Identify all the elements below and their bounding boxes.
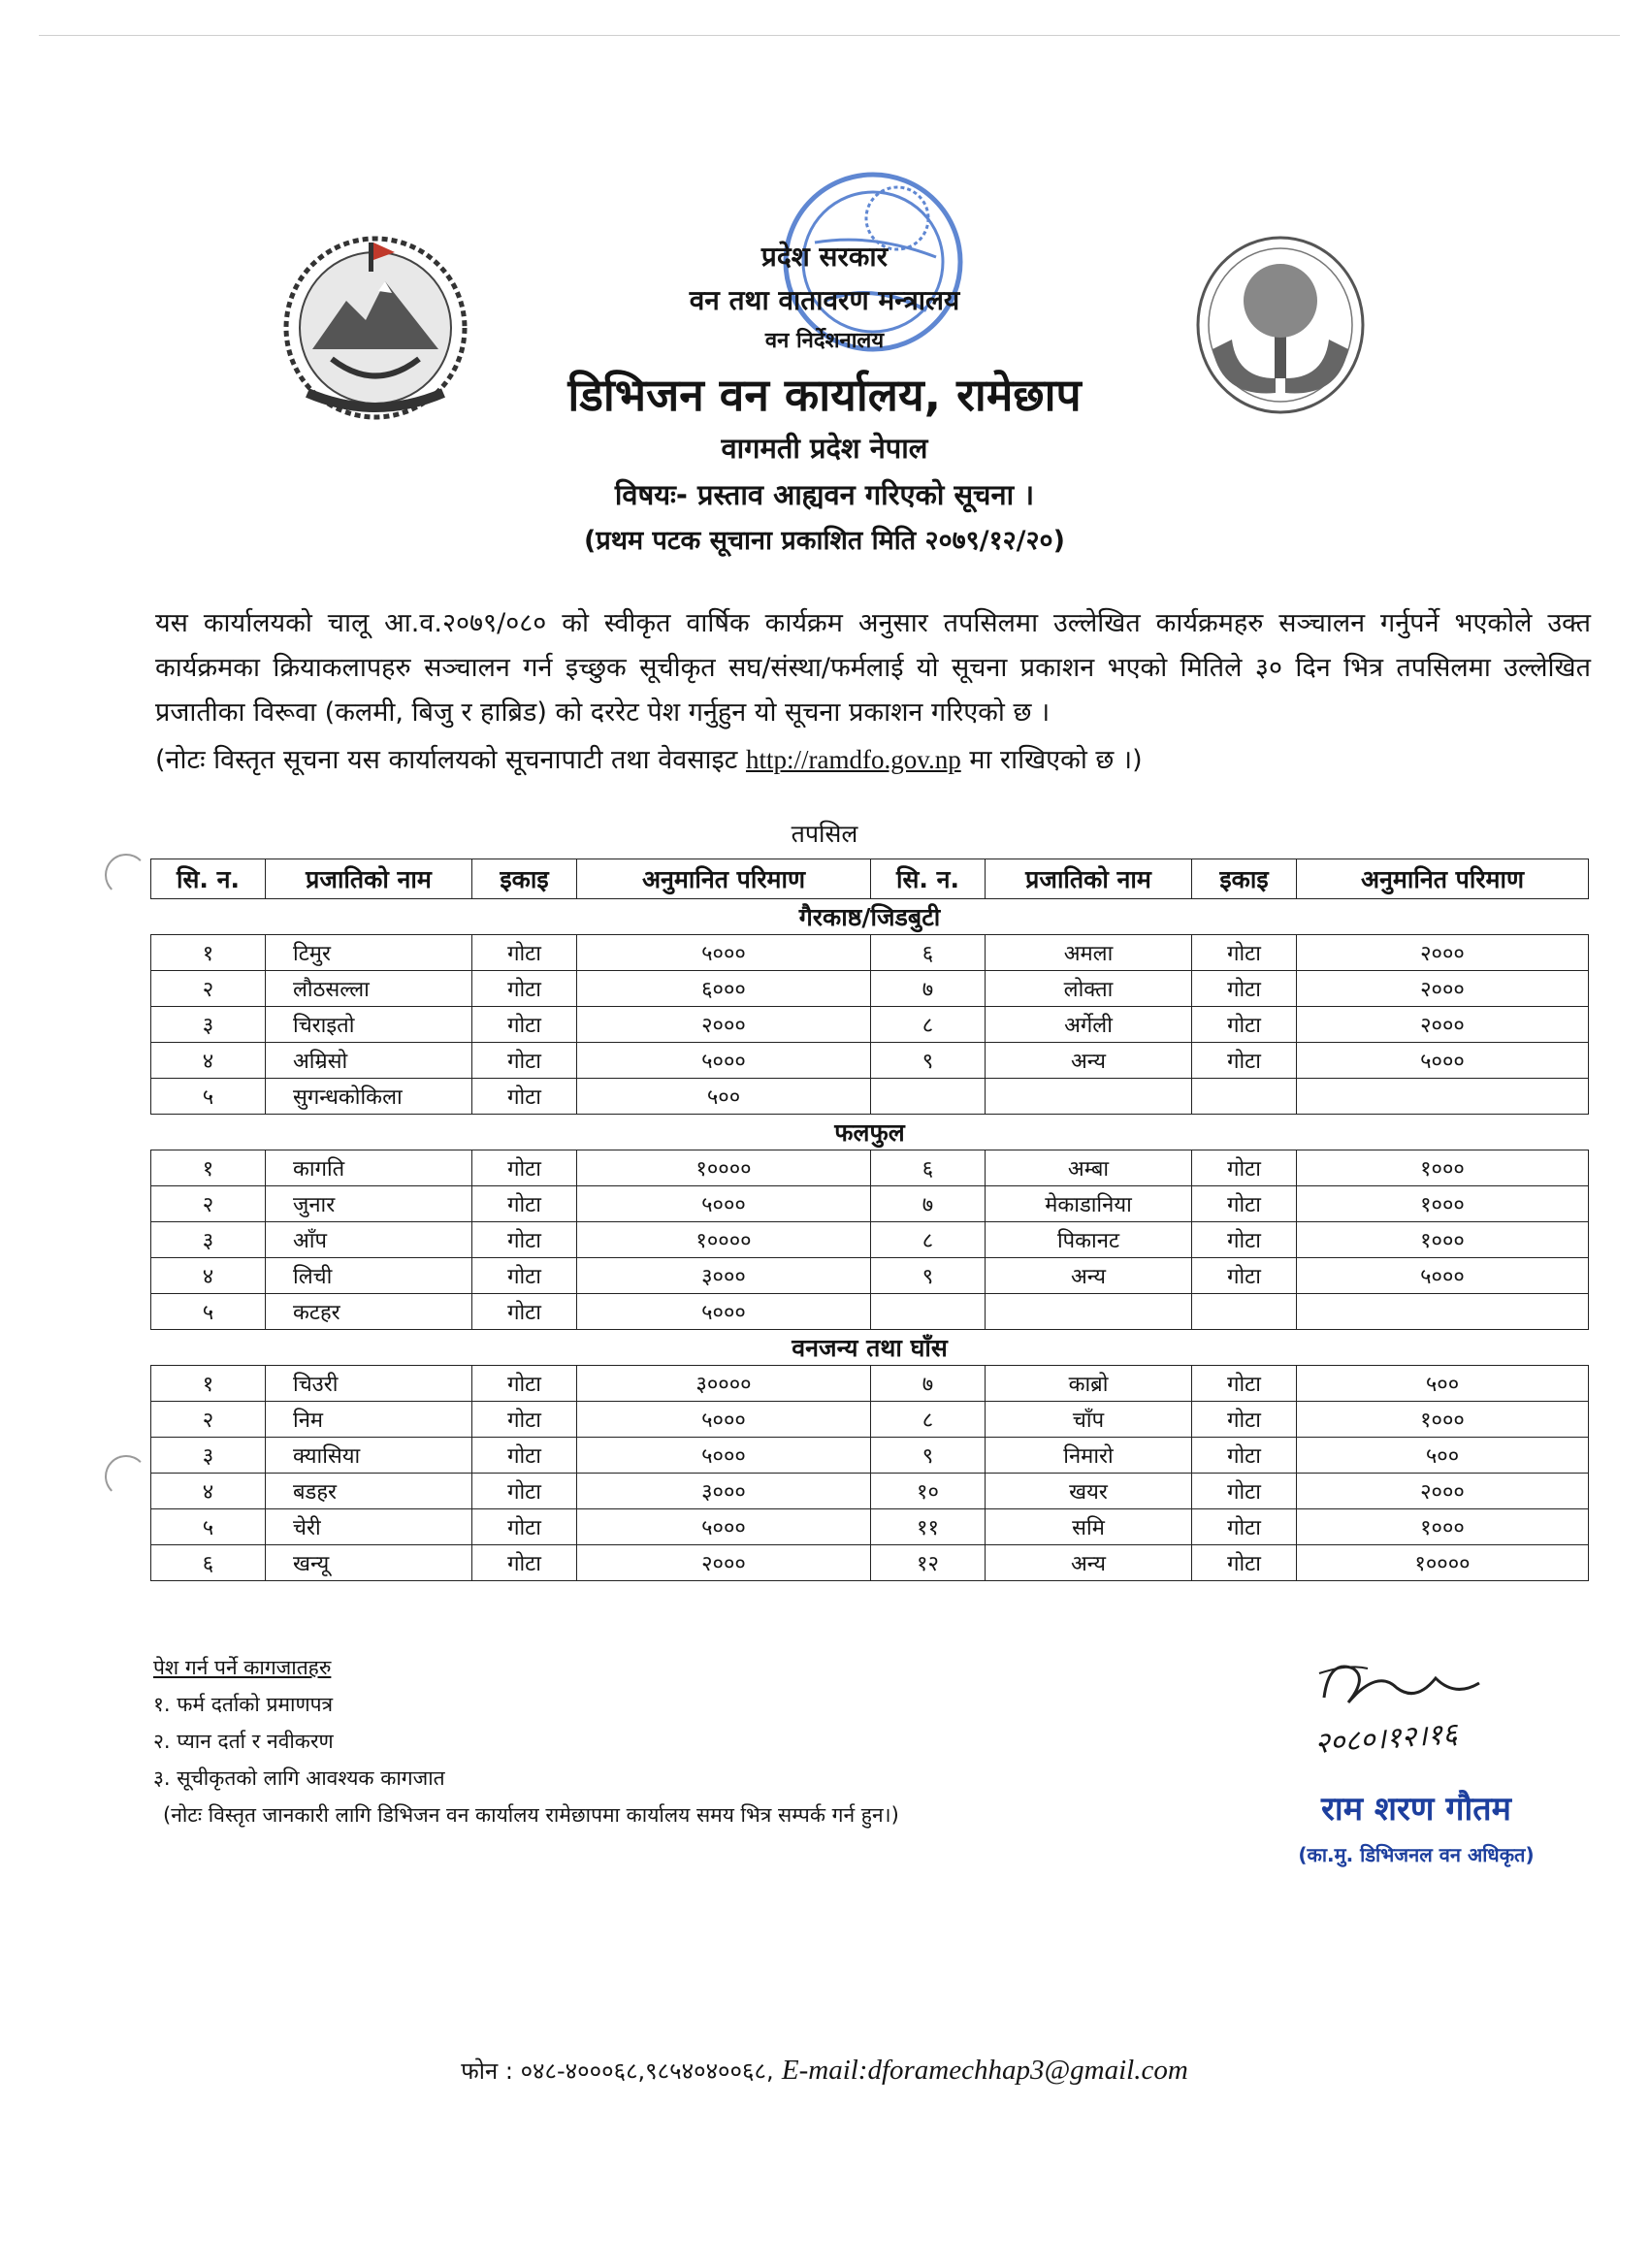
table-cell: ८	[871, 1222, 986, 1258]
table-cell: गोटा	[472, 1222, 577, 1258]
table-row	[151, 1222, 1589, 1258]
table-cell: १०००	[1297, 1186, 1589, 1222]
table-row	[151, 1366, 1589, 1402]
website-link[interactable]: http://ramdfo.gov.np	[745, 745, 961, 774]
table-row	[151, 1007, 1589, 1043]
section-title: वनजन्य तथा घाँस	[151, 1330, 1589, 1366]
table-cell: खयर	[986, 1474, 1192, 1509]
table-cell	[1192, 1294, 1297, 1330]
table-row	[151, 1545, 1589, 1581]
table-cell: गोटा	[472, 1043, 577, 1079]
table-cell: ७	[871, 971, 986, 1007]
table-cell: गोटा	[472, 1402, 577, 1438]
notice-note	[155, 737, 1591, 783]
table-cell: ८	[871, 1007, 986, 1043]
table-cell: गोटा	[472, 1258, 577, 1294]
publish-date-line: (प्रथम पटक सूचाना प्रकाशित मिति २०७९/१२/२०)	[584, 526, 1065, 556]
table-row	[151, 1509, 1589, 1545]
col-quantity: अनुमानित परिमाण	[577, 859, 871, 899]
table-cell: २०००	[1297, 971, 1589, 1007]
table-cell: ५००	[1297, 1366, 1589, 1402]
table-cell: गोटा	[472, 1079, 577, 1115]
table-cell: ८	[871, 1402, 986, 1438]
table-row	[151, 971, 1589, 1007]
table-cell: १२	[871, 1545, 986, 1581]
table-cell: २०००	[577, 1545, 871, 1581]
table-row	[151, 1294, 1589, 1330]
section-row	[151, 1115, 1589, 1150]
table-cell: ३०००	[577, 1258, 871, 1294]
table-cell: लिची	[266, 1258, 472, 1294]
table-cell	[1297, 1079, 1589, 1115]
documents-note: (नोटः विस्तृत जानकारी लागि डिभिजन वन कार्यालय रामेछापमा कार्यालय समय भित्र सम्पर्क गर्न हुन।)	[163, 1803, 899, 1827]
table-cell: ४	[151, 1474, 266, 1509]
table-cell: पिकानट	[986, 1222, 1192, 1258]
table-cell	[871, 1294, 986, 1330]
table-cell: ६	[151, 1545, 266, 1581]
section-row	[151, 899, 1589, 935]
section-title: फलफुल	[151, 1115, 1589, 1150]
table-cell: ११	[871, 1509, 986, 1545]
col-unit: इकाइ	[472, 859, 577, 899]
table-row	[151, 1438, 1589, 1474]
table-cell: अर्गेली	[986, 1007, 1192, 1043]
table-cell: गोटा	[472, 1150, 577, 1186]
table-header-row	[151, 859, 1589, 899]
table-cell	[986, 1079, 1192, 1115]
table-cell: अन्य	[986, 1258, 1192, 1294]
table-cell: मेकाडानिया	[986, 1186, 1192, 1222]
table-cell: ४	[151, 1258, 266, 1294]
table-cell: गोटा	[472, 1366, 577, 1402]
table-cell: निमारो	[986, 1438, 1192, 1474]
table-cell: ७	[871, 1366, 986, 1402]
table-cell: क्यासिया	[266, 1438, 472, 1474]
table-cell: काब्रो	[986, 1366, 1192, 1402]
documents-title: पेश गर्न पर्ने कागजातहरु	[153, 1656, 332, 1679]
table-cell: सुगन्धकोकिला	[266, 1079, 472, 1115]
document-item: १. फर्म दर्ताको प्रमाणपत्र	[153, 1693, 334, 1716]
signer-name: राम शरण गौतम	[1321, 1790, 1511, 1829]
table-row	[151, 935, 1589, 971]
table-cell: अम्रिसो	[266, 1043, 472, 1079]
table-cell: जुनार	[266, 1186, 472, 1222]
table-cell: ५०००	[577, 935, 871, 971]
table-cell: गोटा	[1192, 1438, 1297, 1474]
col-serial-2: सि. न.	[871, 859, 986, 899]
table-cell: कटहर	[266, 1294, 472, 1330]
col-unit-2: इकाइ	[1192, 859, 1297, 899]
table-cell: गोटा	[1192, 1222, 1297, 1258]
table-cell: चिउरी	[266, 1366, 472, 1402]
table-cell: ३००००	[577, 1366, 871, 1402]
table-row	[151, 1150, 1589, 1186]
table-cell: ९	[871, 1043, 986, 1079]
table-cell: ५०००	[577, 1043, 871, 1079]
table-cell: ५०००	[1297, 1258, 1589, 1294]
table-cell: १००००	[1297, 1545, 1589, 1581]
table-cell: गोटा	[1192, 1043, 1297, 1079]
col-quantity-2: अनुमानित परिमाण	[1297, 859, 1589, 899]
table-cell: समि	[986, 1509, 1192, 1545]
table-cell: ३०००	[577, 1474, 871, 1509]
table-cell: १०००	[1297, 1509, 1589, 1545]
table-cell: २०००	[1297, 1007, 1589, 1043]
table-cell: ३	[151, 1222, 266, 1258]
section-title: गैरकाष्ठ/जिडबुटी	[151, 899, 1589, 935]
table-cell: गोटा	[1192, 1402, 1297, 1438]
table-cell: ५०००	[577, 1186, 871, 1222]
col-species-2: प्रजातिको नाम	[986, 859, 1192, 899]
table-cell: ३	[151, 1438, 266, 1474]
table-cell: गोटा	[472, 1474, 577, 1509]
table-cell: गोटा	[1192, 1366, 1297, 1402]
table-cell: ७	[871, 1186, 986, 1222]
table-cell: आँप	[266, 1222, 472, 1258]
table-cell: लोक्ता	[986, 971, 1192, 1007]
document-item: २. प्यान दर्ता र नवीकरण	[153, 1730, 334, 1753]
table-cell: गोटा	[472, 971, 577, 1007]
table-cell: टिमुर	[266, 935, 472, 971]
table-cell: २	[151, 971, 266, 1007]
table-cell: २०००	[1297, 935, 1589, 971]
species-table	[150, 859, 1589, 1581]
table-cell: ६	[871, 1150, 986, 1186]
table-cell: २	[151, 1186, 266, 1222]
table-cell: चिराइतो	[266, 1007, 472, 1043]
table-cell: ६०००	[577, 971, 871, 1007]
table-cell: गोटा	[472, 935, 577, 971]
table-cell: गोटा	[472, 1294, 577, 1330]
table-cell: खन्यू	[266, 1545, 472, 1581]
table-cell: लौठसल्ला	[266, 971, 472, 1007]
table-cell: गोटा	[1192, 1150, 1297, 1186]
table-cell: ६	[871, 935, 986, 971]
table-cell: १०००	[1297, 1150, 1589, 1186]
table-cell: गोटा	[1192, 935, 1297, 971]
table-cell: निम	[266, 1402, 472, 1438]
table-cell: १०	[871, 1474, 986, 1509]
table-cell: गोटा	[472, 1545, 577, 1581]
footer-phone: फोन : ०४८-४०००६८,९८५४०४००६८,	[461, 2057, 774, 2085]
table-cell: ५	[151, 1079, 266, 1115]
table-row	[151, 1186, 1589, 1222]
table-cell: ५०००	[577, 1294, 871, 1330]
table-cell: गोटा	[1192, 1258, 1297, 1294]
table-cell: अमला	[986, 935, 1192, 971]
table-cell: ५०००	[577, 1402, 871, 1438]
header-government: प्रदेश सरकार	[760, 241, 889, 273]
table-cell: गोटा	[1192, 1186, 1297, 1222]
table-row	[151, 1258, 1589, 1294]
punch-hole-top	[105, 854, 147, 896]
table-cell: चाँप	[986, 1402, 1192, 1438]
table-cell: १०००	[1297, 1402, 1589, 1438]
table-cell	[1192, 1079, 1297, 1115]
table-cell: बडहर	[266, 1474, 472, 1509]
table-cell: २	[151, 1402, 266, 1438]
table-cell: गोटा	[472, 1007, 577, 1043]
signer-designation: (का.मु. डिभिजनल वन अधिकृत)	[1298, 1843, 1535, 1866]
footer-email[interactable]: E-mail:dforamechhap3@gmail.com	[781, 2055, 1188, 2086]
table-cell: ५	[151, 1509, 266, 1545]
table-row	[151, 1079, 1589, 1115]
table-cell: गोटा	[1192, 1474, 1297, 1509]
table-cell: अन्य	[986, 1545, 1192, 1581]
office-title: डिभिजन वन कार्यालय, रामेछाप	[567, 369, 1082, 421]
table-cell: ४	[151, 1043, 266, 1079]
table-cell: ५००	[577, 1079, 871, 1115]
table-cell: १००००	[577, 1222, 871, 1258]
table-cell: १०००	[1297, 1222, 1589, 1258]
table-cell	[871, 1079, 986, 1115]
section-row	[151, 1330, 1589, 1366]
table-row	[151, 1402, 1589, 1438]
table-cell: १	[151, 1366, 266, 1402]
table-cell: चेरी	[266, 1509, 472, 1545]
signature-date: २०८०।१२।१६	[1313, 1716, 1459, 1762]
table-cell: १	[151, 935, 266, 971]
table-cell: ३	[151, 1007, 266, 1043]
table-row	[151, 1043, 1589, 1079]
table-cell: १००००	[577, 1150, 871, 1186]
document-item: ३. सूचीकृतको लागि आवश्यक कागजात	[153, 1766, 445, 1790]
table-row	[151, 1474, 1589, 1509]
table-cell	[986, 1294, 1192, 1330]
table-cell	[1297, 1294, 1589, 1330]
table-cell: १	[151, 1150, 266, 1186]
col-species: प्रजातिको नाम	[266, 859, 472, 899]
table-cell: ५०००	[577, 1509, 871, 1545]
table-cell: ५०००	[1297, 1043, 1589, 1079]
table-cell: गोटा	[1192, 1545, 1297, 1581]
table-cell: ५	[151, 1294, 266, 1330]
table-cell: गोटा	[472, 1186, 577, 1222]
table-cell: गोटा	[1192, 1509, 1297, 1545]
table-caption: तपसिल	[791, 820, 858, 848]
subject-line: विषयः- प्रस्ताव आह्यवन गरिएको सूचना ।	[614, 478, 1035, 511]
table-cell: ९	[871, 1438, 986, 1474]
note-suffix: मा राखिएको छ ।)	[969, 745, 1143, 775]
notice-paragraph: यस कार्यालयको चालू आ.व.२०७९/०८० को स्वीकृत वार्षिक कार्यक्रम अनुसार तपसिलमा उल्लेखित कार्यक्रमहरु सञ्चालन गर्नुपर्ने भएकोले उक्त कार्यक्रमका क्रियाकलापहरु सञ्चालन गर्न इच्छुक सूचीकृत सघ/संस्था/फर्मलाई यो सूचना प्रकाशन भएको मितिले ३० दिन भित्र तपसिलमा उल्लेखित प्रजातीका विरूवा (कलमी, बिजु र हाब्रिड) को दररेट पेश गर्नुहुन यो सूचना प्रकाशन गरिएको छ ।	[155, 608, 1591, 728]
table-cell: गोटा	[1192, 971, 1297, 1007]
table-cell: ५००	[1297, 1438, 1589, 1474]
table-cell: २०००	[1297, 1474, 1589, 1509]
province-line: वागमती प्रदेश नेपाल	[721, 432, 928, 465]
col-serial: सि. न.	[151, 859, 266, 899]
table-cell: अन्य	[986, 1043, 1192, 1079]
table-cell: गोटा	[472, 1438, 577, 1474]
punch-hole-bottom	[105, 1455, 147, 1498]
header-directorate: वन निर्देशनालय	[764, 329, 885, 353]
table-cell: गोटा	[472, 1509, 577, 1545]
table-cell: ५०००	[577, 1438, 871, 1474]
note-prefix: (नोटः विस्तृत सूचना यस कार्यालयको सूचनापाटी तथा वेवसाइट	[155, 745, 738, 775]
table-cell: गोटा	[1192, 1007, 1297, 1043]
table-cell: अम्बा	[986, 1150, 1192, 1186]
header-ministry: वन तथा वातावरण मन्त्रालय	[689, 284, 960, 316]
table-cell: कागति	[266, 1150, 472, 1186]
table-cell: ९	[871, 1258, 986, 1294]
top-rule	[39, 35, 1620, 36]
footer-contact	[0, 2055, 1649, 2087]
table-cell: २०००	[577, 1007, 871, 1043]
